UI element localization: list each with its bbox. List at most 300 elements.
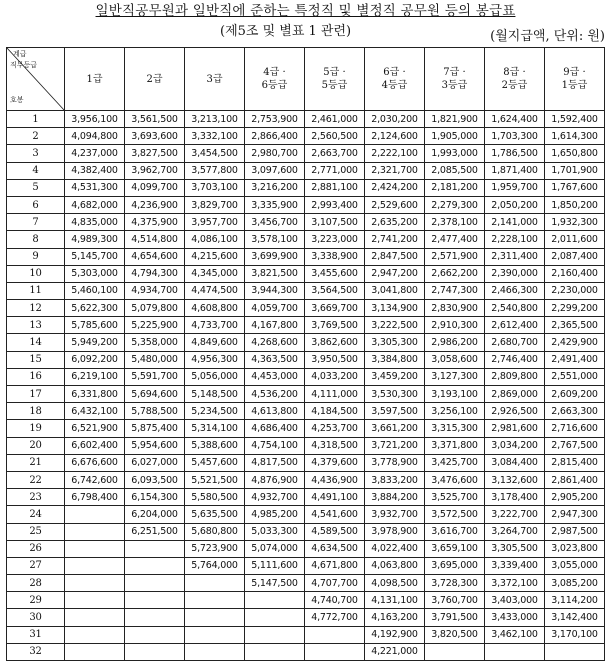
salary-cell: 5,875,400	[125, 420, 185, 437]
salary-cell: 6,432,100	[65, 403, 125, 420]
salary-cell: 3,338,900	[305, 248, 365, 265]
salary-cell: 3,820,500	[425, 626, 485, 643]
salary-cell: 4,654,600	[125, 248, 185, 265]
grade-header-label: 7급 ·	[443, 67, 466, 78]
salary-cell: 4,754,100	[245, 437, 305, 454]
salary-cell: 5,147,500	[245, 575, 305, 592]
table-row	[7, 179, 605, 196]
step-number-cell: 30	[7, 609, 65, 626]
salary-cell: 3,462,100	[485, 626, 545, 643]
salary-cell: 2,866,400	[245, 128, 305, 145]
salary-cell: 5,949,200	[65, 334, 125, 351]
salary-cell: 1,905,000	[425, 128, 485, 145]
salary-cell: 6,331,800	[65, 386, 125, 403]
salary-cell: 4,221,000	[365, 643, 425, 660]
salary-cell	[185, 609, 245, 626]
salary-cell: 2,529,600	[365, 196, 425, 213]
salary-cell: 5,622,300	[65, 300, 125, 317]
salary-cell: 4,956,300	[185, 351, 245, 368]
salary-cell: 4,514,800	[125, 231, 185, 248]
salary-cell: 2,429,900	[545, 334, 605, 351]
salary-cell: 6,251,500	[125, 523, 185, 540]
salary-cell: 3,384,800	[365, 351, 425, 368]
grade-header-sublabel: 6등급	[261, 80, 288, 91]
salary-cell: 2,947,200	[365, 265, 425, 282]
salary-cell: 3,114,200	[545, 592, 605, 609]
step-number-cell: 29	[7, 592, 65, 609]
unit-note: (월지급액, 단위: 원)	[490, 29, 605, 44]
salary-cell: 4,536,200	[245, 386, 305, 403]
document-subtitle: (제5조 및 별표 1 관련)	[220, 24, 352, 39]
salary-cell: 2,011,600	[545, 231, 605, 248]
salary-cell: 2,540,800	[485, 300, 545, 317]
salary-cell: 3,944,300	[245, 282, 305, 299]
table-header-row	[7, 48, 605, 111]
salary-cell: 3,932,700	[365, 506, 425, 523]
salary-cell: 2,299,200	[545, 300, 605, 317]
salary-cell: 2,680,700	[485, 334, 545, 351]
salary-cell: 2,771,000	[305, 162, 365, 179]
step-number-cell: 27	[7, 557, 65, 574]
step-number-cell: 31	[7, 626, 65, 643]
salary-cell: 4,989,300	[65, 231, 125, 248]
salary-cell: 2,466,300	[485, 282, 545, 299]
salary-cell: 4,131,100	[365, 592, 425, 609]
step-number-cell: 14	[7, 334, 65, 351]
salary-cell: 2,753,900	[245, 111, 305, 128]
salary-cell: 5,785,600	[65, 317, 125, 334]
salary-cell: 2,663,300	[545, 403, 605, 420]
salary-cell: 2,847,500	[365, 248, 425, 265]
salary-cell: 2,767,500	[545, 437, 605, 454]
table-row	[7, 437, 605, 454]
salary-cell: 4,237,000	[65, 145, 125, 162]
salary-cell: 3,107,500	[305, 214, 365, 231]
salary-cell: 2,491,400	[545, 351, 605, 368]
salary-cell: 4,167,800	[245, 317, 305, 334]
salary-cell: 4,835,000	[65, 214, 125, 231]
corner-type-label: 직무등급	[10, 61, 38, 69]
salary-cell: 3,433,000	[485, 609, 545, 626]
grade-header-label: 9급 ·	[563, 67, 586, 78]
salary-cell: 4,094,800	[65, 128, 125, 145]
salary-cell: 3,085,200	[545, 575, 605, 592]
grade-header	[245, 48, 305, 111]
salary-cell	[65, 626, 125, 643]
salary-cell: 3,454,500	[185, 145, 245, 162]
salary-cell: 5,723,900	[185, 540, 245, 557]
salary-cell: 3,525,700	[425, 489, 485, 506]
table-row	[7, 231, 605, 248]
salary-cell: 4,059,700	[245, 300, 305, 317]
salary-cell: 4,363,500	[245, 351, 305, 368]
salary-cell: 3,572,500	[425, 506, 485, 523]
salary-cell: 5,954,600	[125, 437, 185, 454]
salary-cell: 4,453,000	[245, 368, 305, 385]
salary-cell: 3,132,600	[485, 471, 545, 488]
salary-cell: 1,592,400	[545, 111, 605, 128]
salary-cell: 3,097,600	[245, 162, 305, 179]
salary-cell: 1,932,300	[545, 214, 605, 231]
salary-cell: 3,721,200	[365, 437, 425, 454]
table-row	[7, 523, 605, 540]
salary-cell	[185, 626, 245, 643]
salary-cell: 2,746,400	[485, 351, 545, 368]
salary-cell: 3,597,500	[365, 403, 425, 420]
step-number-cell: 8	[7, 231, 65, 248]
salary-cell: 5,074,000	[245, 540, 305, 557]
salary-cell	[125, 626, 185, 643]
table-row	[7, 540, 605, 557]
salary-cell	[125, 557, 185, 574]
salary-cell: 4,215,600	[185, 248, 245, 265]
salary-cell: 3,058,600	[425, 351, 485, 368]
salary-table-body	[7, 111, 605, 661]
salary-cell: 4,086,100	[185, 231, 245, 248]
step-number-cell: 20	[7, 437, 65, 454]
salary-cell: 1,786,500	[485, 145, 545, 162]
table-row	[7, 145, 605, 162]
salary-cell: 2,390,000	[485, 265, 545, 282]
salary-cell: 4,099,700	[125, 179, 185, 196]
salary-cell	[245, 626, 305, 643]
salary-cell: 3,041,800	[365, 282, 425, 299]
salary-cell: 3,577,800	[185, 162, 245, 179]
salary-cell: 3,669,700	[305, 300, 365, 317]
salary-cell: 6,219,100	[65, 368, 125, 385]
salary-cell: 6,204,000	[125, 506, 185, 523]
table-row	[7, 128, 605, 145]
salary-cell: 2,663,700	[305, 145, 365, 162]
salary-cell: 3,055,000	[545, 557, 605, 574]
salary-cell: 5,148,500	[185, 386, 245, 403]
table-row	[7, 592, 605, 609]
salary-cell: 2,830,900	[425, 300, 485, 317]
salary-cell: 2,050,200	[485, 196, 545, 213]
salary-cell	[65, 506, 125, 523]
step-number-cell: 10	[7, 265, 65, 282]
salary-cell: 4,849,600	[185, 334, 245, 351]
salary-cell: 2,365,500	[545, 317, 605, 334]
salary-cell: 4,318,500	[305, 437, 365, 454]
step-number-cell: 24	[7, 506, 65, 523]
salary-cell: 3,335,900	[245, 196, 305, 213]
salary-cell: 3,134,900	[365, 300, 425, 317]
salary-cell: 3,264,700	[485, 523, 545, 540]
salary-cell: 2,609,200	[545, 386, 605, 403]
table-row	[7, 265, 605, 282]
salary-cell: 4,268,600	[245, 334, 305, 351]
salary-cell: 3,564,500	[305, 282, 365, 299]
grade-header	[545, 48, 605, 111]
salary-cell: 6,154,300	[125, 489, 185, 506]
salary-cell: 1,993,000	[425, 145, 485, 162]
salary-cell: 5,788,500	[125, 403, 185, 420]
salary-cell: 5,358,000	[125, 334, 185, 351]
salary-cell: 3,372,100	[485, 575, 545, 592]
salary-cell: 5,145,700	[65, 248, 125, 265]
salary-cell	[305, 626, 365, 643]
salary-cell: 1,624,400	[485, 111, 545, 128]
salary-cell: 5,457,600	[185, 454, 245, 471]
salary-cell: 5,764,000	[185, 557, 245, 574]
table-row	[7, 300, 605, 317]
salary-cell: 4,932,700	[245, 489, 305, 506]
salary-cell: 4,063,800	[365, 557, 425, 574]
salary-cell: 4,111,000	[305, 386, 365, 403]
salary-cell: 2,141,000	[485, 214, 545, 231]
step-number-cell: 4	[7, 162, 65, 179]
step-number-cell: 19	[7, 420, 65, 437]
salary-cell: 6,027,000	[125, 454, 185, 471]
table-row	[7, 317, 605, 334]
salary-cell: 2,881,100	[305, 179, 365, 196]
grade-header-sublabel: 5등급	[321, 80, 348, 91]
salary-cell: 1,767,600	[545, 179, 605, 196]
salary-cell: 2,980,700	[245, 145, 305, 162]
salary-cell: 4,033,200	[305, 368, 365, 385]
salary-cell: 3,957,700	[185, 214, 245, 231]
salary-cell: 3,956,100	[65, 111, 125, 128]
salary-cell: 4,253,700	[305, 420, 365, 437]
salary-cell: 3,256,100	[425, 403, 485, 420]
salary-cell: 5,033,300	[245, 523, 305, 540]
table-row	[7, 111, 605, 128]
salary-cell: 4,474,500	[185, 282, 245, 299]
salary-cell: 3,455,600	[305, 265, 365, 282]
table-row	[7, 420, 605, 437]
table-row	[7, 403, 605, 420]
salary-cell: 1,821,900	[425, 111, 485, 128]
step-number-cell: 25	[7, 523, 65, 540]
salary-cell: 3,728,300	[425, 575, 485, 592]
salary-table	[6, 47, 605, 661]
salary-cell: 3,530,300	[365, 386, 425, 403]
grade-header-label: 1급	[86, 73, 103, 85]
salary-cell: 3,578,100	[245, 231, 305, 248]
step-number-cell: 7	[7, 214, 65, 231]
table-row	[7, 214, 605, 231]
salary-cell: 4,022,400	[365, 540, 425, 557]
salary-cell: 6,676,600	[65, 454, 125, 471]
salary-cell	[65, 592, 125, 609]
table-row	[7, 557, 605, 574]
salary-cell: 2,993,400	[305, 196, 365, 213]
salary-cell: 4,671,800	[305, 557, 365, 574]
salary-cell: 5,480,000	[125, 351, 185, 368]
salary-cell: 5,388,600	[185, 437, 245, 454]
grade-header-label: 5급 ·	[323, 67, 346, 78]
salary-cell: 6,521,900	[65, 420, 125, 437]
table-row	[7, 368, 605, 385]
salary-cell: 4,382,400	[65, 162, 125, 179]
table-row	[7, 162, 605, 179]
grade-header	[485, 48, 545, 111]
salary-cell: 2,809,800	[485, 368, 545, 385]
salary-cell: 4,098,500	[365, 575, 425, 592]
grade-header	[365, 48, 425, 111]
salary-cell: 4,375,900	[125, 214, 185, 231]
salary-cell: 3,223,000	[305, 231, 365, 248]
salary-cell	[245, 609, 305, 626]
salary-cell: 3,561,500	[125, 111, 185, 128]
table-row	[7, 196, 605, 213]
salary-cell: 3,127,300	[425, 368, 485, 385]
salary-cell: 3,332,100	[185, 128, 245, 145]
salary-cell: 4,192,900	[365, 626, 425, 643]
salary-cell	[65, 523, 125, 540]
salary-cell: 2,947,300	[545, 506, 605, 523]
salary-cell: 5,580,500	[185, 489, 245, 506]
salary-cell: 5,521,500	[185, 471, 245, 488]
salary-cell: 2,279,300	[425, 196, 485, 213]
table-row	[7, 626, 605, 643]
table-row	[7, 248, 605, 265]
grade-header-sublabel: 2등급	[501, 80, 528, 91]
salary-cell: 2,910,300	[425, 317, 485, 334]
salary-cell: 2,424,200	[365, 179, 425, 196]
salary-cell: 5,234,500	[185, 403, 245, 420]
salary-cell: 3,821,500	[245, 265, 305, 282]
table-row	[7, 575, 605, 592]
salary-cell: 2,228,100	[485, 231, 545, 248]
salary-cell: 3,693,600	[125, 128, 185, 145]
salary-cell: 2,160,400	[545, 265, 605, 282]
salary-cell: 3,425,700	[425, 454, 485, 471]
salary-cell: 2,612,400	[485, 317, 545, 334]
table-row	[7, 351, 605, 368]
salary-cell: 6,093,500	[125, 471, 185, 488]
salary-cell: 3,699,900	[245, 248, 305, 265]
step-number-cell: 15	[7, 351, 65, 368]
step-number-cell: 5	[7, 179, 65, 196]
document-title: 일반직공무원과 일반직에 준하는 특정직 및 별정직 공무원 등의 봉급표	[95, 3, 516, 19]
salary-cell: 4,707,700	[305, 575, 365, 592]
salary-cell	[125, 592, 185, 609]
salary-cell: 2,869,000	[485, 386, 545, 403]
salary-cell: 4,589,500	[305, 523, 365, 540]
salary-cell: 3,339,400	[485, 557, 545, 574]
salary-cell: 3,829,700	[185, 196, 245, 213]
salary-cell: 2,741,200	[365, 231, 425, 248]
salary-cell: 2,461,000	[305, 111, 365, 128]
salary-cell: 2,124,600	[365, 128, 425, 145]
salary-cell: 3,769,500	[305, 317, 365, 334]
salary-cell: 4,772,700	[305, 609, 365, 626]
salary-cell: 5,460,100	[65, 282, 125, 299]
step-number-cell: 13	[7, 317, 65, 334]
salary-cell: 4,817,500	[245, 454, 305, 471]
salary-cell: 3,862,600	[305, 334, 365, 351]
salary-cell: 4,934,700	[125, 282, 185, 299]
salary-cell: 4,686,400	[245, 420, 305, 437]
salary-cell: 2,085,500	[425, 162, 485, 179]
salary-cell: 2,571,900	[425, 248, 485, 265]
step-number-cell: 9	[7, 248, 65, 265]
salary-cell: 2,987,500	[545, 523, 605, 540]
salary-cell: 3,403,000	[485, 592, 545, 609]
salary-cell: 5,111,600	[245, 557, 305, 574]
salary-cell: 2,905,200	[545, 489, 605, 506]
table-row	[7, 471, 605, 488]
grade-header-label: 4급 ·	[263, 67, 286, 78]
salary-cell	[65, 575, 125, 592]
corner-header-cell	[7, 48, 65, 111]
salary-cell: 4,634,500	[305, 540, 365, 557]
salary-cell: 4,608,800	[185, 300, 245, 317]
salary-cell: 6,602,400	[65, 437, 125, 454]
table-row	[7, 454, 605, 471]
salary-cell: 2,747,300	[425, 282, 485, 299]
salary-cell: 3,023,800	[545, 540, 605, 557]
step-number-cell: 6	[7, 196, 65, 213]
salary-cell: 3,833,200	[365, 471, 425, 488]
salary-cell: 4,733,700	[185, 317, 245, 334]
salary-cell: 1,959,700	[485, 179, 545, 196]
salary-cell: 2,230,000	[545, 282, 605, 299]
salary-cell: 6,798,400	[65, 489, 125, 506]
step-number-cell: 16	[7, 368, 65, 385]
step-number-cell: 21	[7, 454, 65, 471]
salary-cell: 4,491,100	[305, 489, 365, 506]
salary-cell: 4,541,600	[305, 506, 365, 523]
salary-cell: 3,962,700	[125, 162, 185, 179]
grade-header	[185, 48, 245, 111]
salary-cell: 5,056,000	[185, 368, 245, 385]
salary-cell: 2,477,400	[425, 231, 485, 248]
step-number-cell: 17	[7, 386, 65, 403]
grade-header-label: 6급 ·	[383, 67, 406, 78]
salary-cell: 3,222,700	[485, 506, 545, 523]
salary-cell: 3,193,100	[425, 386, 485, 403]
salary-cell: 3,476,600	[425, 471, 485, 488]
salary-cell: 2,981,600	[485, 420, 545, 437]
salary-cell: 2,861,400	[545, 471, 605, 488]
salary-cell: 3,827,500	[125, 145, 185, 162]
salary-cell	[185, 575, 245, 592]
step-number-cell: 22	[7, 471, 65, 488]
table-row	[7, 282, 605, 299]
step-number-cell: 11	[7, 282, 65, 299]
salary-cell: 3,695,000	[425, 557, 485, 574]
salary-cell: 4,985,200	[245, 506, 305, 523]
grade-header-label: 8급 ·	[503, 67, 526, 78]
salary-cell: 1,871,400	[485, 162, 545, 179]
salary-cell: 4,531,300	[65, 179, 125, 196]
salary-cell: 5,303,000	[65, 265, 125, 282]
table-row	[7, 609, 605, 626]
grade-header-sublabel: 3등급	[441, 80, 468, 91]
grade-header	[425, 48, 485, 111]
salary-cell: 1,701,900	[545, 162, 605, 179]
salary-cell: 3,978,900	[365, 523, 425, 540]
salary-cell	[245, 592, 305, 609]
salary-cell: 4,379,600	[305, 454, 365, 471]
step-number-cell: 18	[7, 403, 65, 420]
table-row	[7, 334, 605, 351]
salary-cell: 1,650,800	[545, 145, 605, 162]
salary-cell: 5,225,900	[125, 317, 185, 334]
salary-cell: 2,815,400	[545, 454, 605, 471]
salary-cell: 2,087,400	[545, 248, 605, 265]
salary-cell: 5,314,100	[185, 420, 245, 437]
salary-cell: 2,222,100	[365, 145, 425, 162]
salary-cell: 2,030,200	[365, 111, 425, 128]
salary-cell: 3,791,500	[425, 609, 485, 626]
grade-header-sublabel: 1등급	[561, 80, 588, 91]
salary-cell: 3,305,500	[485, 540, 545, 557]
salary-cell: 1,850,200	[545, 196, 605, 213]
